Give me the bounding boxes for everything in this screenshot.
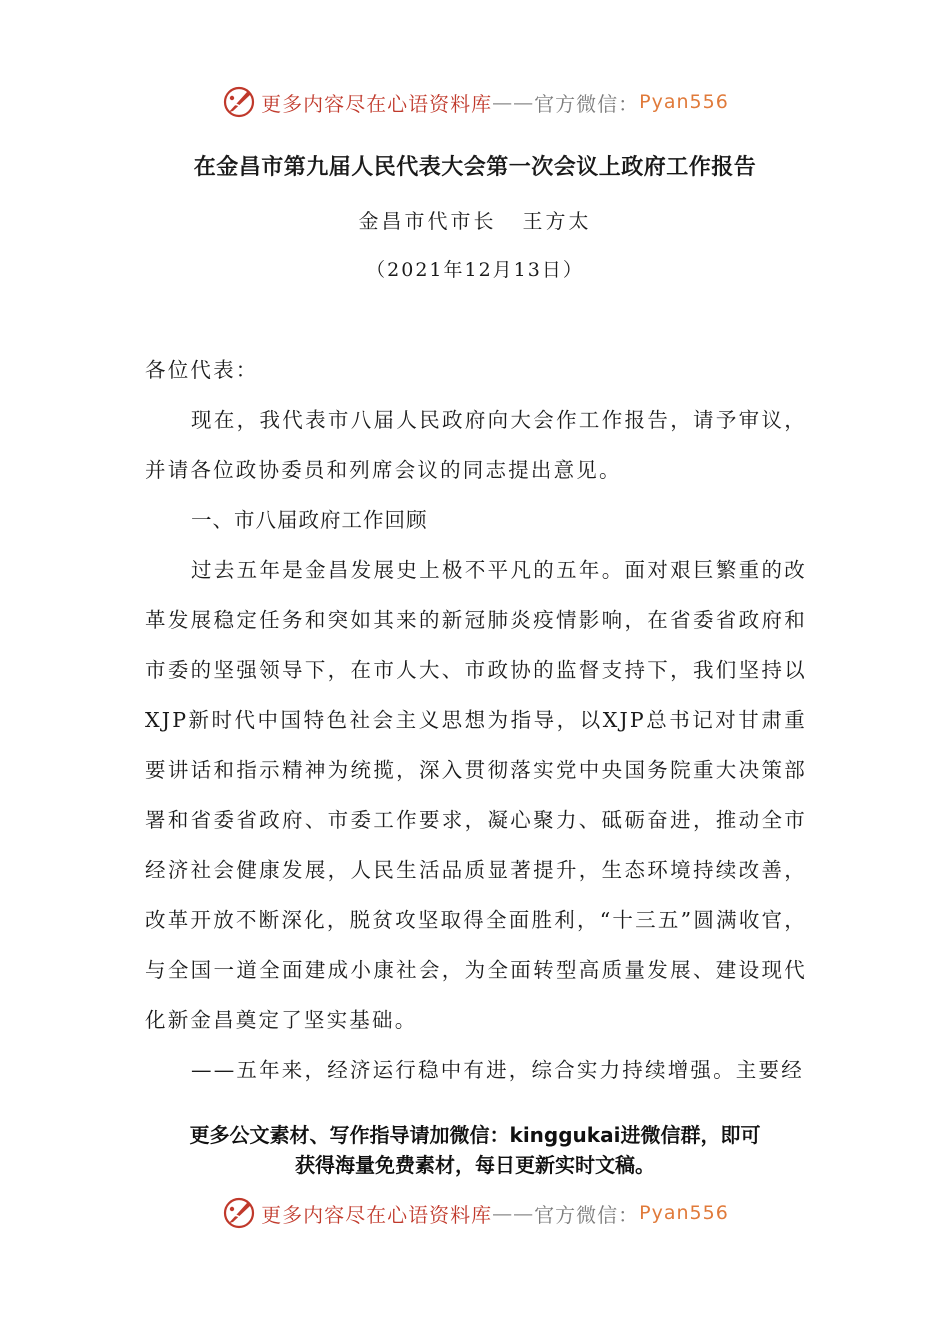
banner-separator: —— [492,1201,535,1225]
promo-notice [0,1120,950,1180]
author-role: 金昌市代市长 [358,209,497,233]
banner-wechat-label: 官方微信： [534,1202,640,1227]
banner-wechat-id: Pyan556 [639,1202,729,1224]
quill-logo-icon [221,1195,257,1231]
paragraph-economy: ——五年来，经济运行稳中有进，综合实力持续增强。主要经 [191,1058,804,1082]
banner-library-text: 更多内容尽在心语资料库 [261,1202,493,1227]
promo-line-2: 获得海量免费素材，每日更新实时文稿。 [295,1153,655,1177]
banner-library-text: 更多内容尽在心语资料库 [261,91,493,116]
section-heading: 一、市八届政府工作回顾 [191,508,428,532]
quill-logo-icon [221,84,257,120]
bottom-banner [0,1193,950,1233]
top-banner [0,82,950,122]
document-body [145,345,807,1095]
banner-wechat-label: 官方微信： [534,91,640,116]
paragraph-review: 过去五年是金昌发展史上极不平凡的五年。面对艰巨繁重的改革发展稳定任务和突如其来的新冠肺炎疫情影响，在省委省政府和市委的坚强领导下，在市人大、市政协的监督支持下，我们坚持以XJP新时代中国特色社会主义思想为指导，以XJP总书记对甘肃重要讲话和指示精神为统揽，深入贯彻落实党中央国务院重大决策部署和省委省政府、市委工作要求，凝心聚力、砥砺奋进，推动全市经济社会健康发展，人民生活品质显著提升，生态环境持续改善，改革开放不断深化，脱贫攻坚取得全面胜利，“十三五”圆满收官，与全国一道全面建成小康社会，为全面转型高质量发展、建设现代化新金昌奠定了坚实基础。 [145,558,807,1032]
document-date: （2021年12月13日） [366,259,584,281]
banner-separator: —— [492,90,535,114]
promo-line-1: 更多公文素材、写作指导请加微信：kinggukai进微信群，即可 [189,1123,761,1147]
banner-wechat-id: Pyan556 [639,91,729,113]
paragraph-intro: 现在，我代表市八届人民政府向大会作工作报告，请予审议，并请各位政协委员和列席会议的同志提出意见。 [145,408,807,482]
document-author [0,205,950,234]
author-name: 王方太 [522,209,592,233]
document-title: 在金昌市第九届人民代表大会第一次会议上政府工作报告 [193,154,757,180]
salutation: 各位代表： [145,358,259,382]
